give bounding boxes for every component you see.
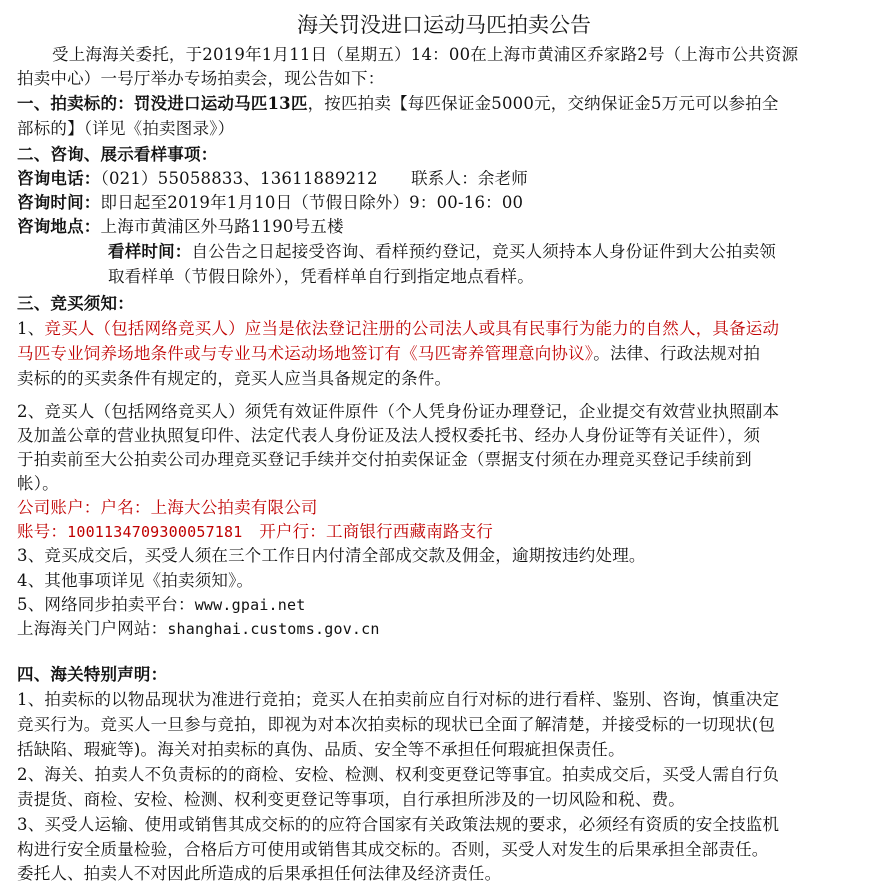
declaration-line-2: 竞买行为。竞买人一旦参与竞拍，即视为对本次拍卖标的现状已全面了解清楚，并接受标的一切现状(包	[17, 715, 776, 734]
rule2-line-1: 2、竞买人（包括网络竞买人）须凭有效证件原件（个人凭身份证办理登记，企业提交有效营业执照副本	[17, 402, 780, 421]
section1-line-2: 部标的】（详见《拍卖图录》）	[17, 119, 235, 138]
rule2-line-4: 帐）。	[17, 474, 59, 493]
rule1-number: 1、	[17, 319, 45, 338]
bank-name: 工商银行西藏南路支行	[326, 522, 493, 541]
account-number-line	[17, 520, 493, 544]
declaration-line-1: 1、拍卖标的以物品现状为准进行竞拍；竞买人在拍卖前应自行对标的进行看样、鉴别、咨询，慎重决定	[17, 690, 780, 709]
intro-line-1: 受上海海关委托，于2019年1月11日（星期五）14：00在上海市黄浦区乔家路2号（上海市公共资源	[52, 45, 799, 64]
bank-label: 开户行：	[242, 522, 326, 541]
consult-place-row	[17, 215, 344, 239]
viewing-row-1	[108, 240, 776, 264]
rule1-red-text-1: 竞买人（包括网络竞买人）应当是依法登记注册的公司法人或具有民事行为能力的自然人，具备运动	[44, 319, 780, 338]
rule3-line: 3、竞买成交后，买受人须在三个工作日内付清全部成交款及佣金，逾期按违约处理。	[17, 546, 646, 565]
platform-label: 5、网络同步拍卖平台：	[17, 595, 195, 614]
account-label: 账号：	[17, 522, 68, 541]
place-label: 咨询地点：	[17, 217, 101, 236]
rule1-line-3: 卖标的的买卖条件有规定的，竞买人应当具备规定的条件。	[17, 369, 452, 388]
portal-link[interactable]: shanghai.customs.gov.cn	[167, 620, 380, 638]
rule2-line-2: 及加盖公章的营业执照复印件、法定代表人身份证及法人授权委托书、经办人身份证等有关证件），须	[17, 426, 761, 445]
section4-heading: 四、海关特别声明：	[17, 665, 168, 684]
intro-line-2: 拍卖中心）一号厅举办专场拍卖会，现公告如下：	[17, 69, 385, 88]
portal-line	[17, 617, 380, 641]
rule1-line-2	[17, 342, 760, 366]
section2-heading: 二、咨询、展示看样事项：	[17, 145, 218, 164]
document-title: 海关罚没进口运动马匹拍卖公告	[297, 13, 591, 37]
rule4-line: 4、其他事项详见《拍卖须知》。	[17, 571, 254, 590]
section1-label: 一、拍卖标的：	[17, 94, 134, 113]
platform-link[interactable]: www.gpai.net	[194, 596, 306, 614]
time-value: 即日起至2019年1月10日（节假日除外）9：00-16：00	[100, 193, 524, 212]
consult-time-row	[17, 191, 523, 215]
declaration-line-7: 构进行安全质量检验，合格后方可使用或销售其成交标的。否则，买受人对发生的后果承担全部责任。	[17, 840, 769, 859]
declaration-line-6: 3、买受人运输、使用或销售其成交标的的应符合国家有关政策法规的要求，必须经有资质的安全技监机	[17, 815, 780, 834]
viewing-label: 看样时间：	[108, 242, 192, 261]
section1-bold-text: 罚没进口运动马匹13匹	[133, 94, 308, 113]
rule1-red-text-2: 马匹专业饲养场地条件或与专业马术运动场地签订有《马匹寄养管理意向协议》	[17, 344, 594, 363]
portal-label: 上海海关门户网站：	[17, 619, 168, 638]
account-number: 1001134709300057181	[67, 523, 243, 541]
declaration-line-4: 2、海关、拍卖人不负责标的的商检、安检、检测、权利变更登记等事宜。拍卖成交后，买受人需自行负	[17, 765, 780, 784]
declaration-line-8: 委托人、拍卖人不对因此所造成的后果承担任何法律及经济责任。	[17, 864, 502, 883]
place-value: 上海市黄浦区外马路1190号五楼	[100, 217, 344, 236]
company-account-line: 公司账户：户名：上海大公拍卖有限公司	[17, 498, 318, 517]
declaration-line-5: 责提货、商检、安检、检测、权利变更登记等事项，自行承担所涉及的一切风险和税、费。	[17, 790, 685, 809]
rule1-black-text-2: 。法律、行政法规对拍	[593, 344, 761, 363]
time-label: 咨询时间：	[17, 193, 101, 212]
phone-value: （021）55058833、13611889212 联系人：余老师	[100, 169, 529, 188]
section1-line-1	[17, 92, 779, 116]
section3-heading: 三、竞买须知：	[17, 294, 134, 313]
rule5-line	[17, 593, 305, 617]
section1-text-1: ，按匹拍卖【每匹保证金5000元，交纳保证金5万元可以参拍全	[307, 94, 779, 113]
rule2-line-3: 于拍卖前至大公拍卖公司办理竞买登记手续并交付拍卖保证金（票据支付须在办理竞买登记手续前到	[17, 450, 752, 469]
viewing-text-1: 自公告之日起接受咨询、看样预约登记，竞买人须持本人身份证件到大公拍卖领	[191, 242, 776, 261]
viewing-row-2: 取看样单（节假日除外），凭看样单自行到指定地点看样。	[108, 267, 534, 286]
consult-phone-row	[17, 167, 528, 191]
rule1-line-1	[17, 317, 779, 341]
phone-label: 咨询电话：	[17, 169, 101, 188]
declaration-line-3: 括缺陷、瑕疵等)。海关对拍卖标的真伪、品质、安全等不承担任何瑕疵担保责任。	[17, 740, 625, 759]
